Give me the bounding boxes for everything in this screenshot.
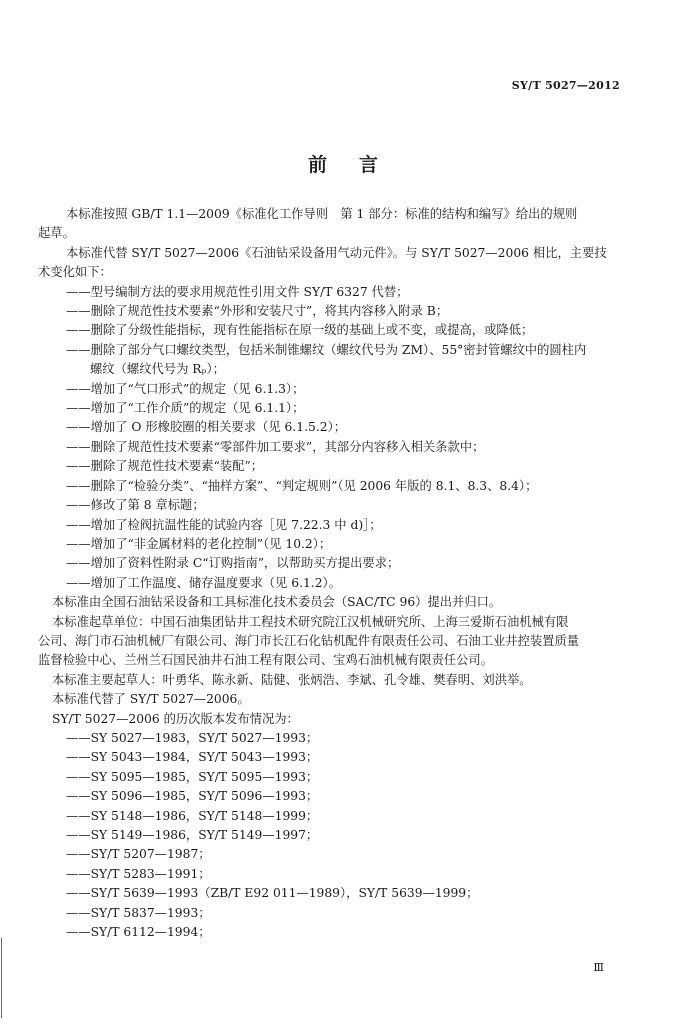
document-body [38, 205, 622, 942]
page-title: 前言 [307, 154, 410, 176]
paragraph-line: 术变化如下： [38, 265, 112, 280]
paragraph-line: 本标准代替 SY/T 5027—2006《石油钻采设备用气动元件》。与 SY/T 5027—2006 相比，主要技 [66, 245, 607, 260]
paragraph-line: 起草。 [38, 226, 75, 241]
history-item: ——SY 5027—1983，SY/T 5027—1993； [66, 730, 319, 745]
list-item-continued: 螺纹（螺纹代号为 Rₚ）； [90, 362, 225, 377]
list-item: ——增加了工作温度、储存温度要求（见 6.1.2）。 [66, 575, 341, 590]
paragraph-line: 监督检验中心、兰州兰石国民油井石油工程有限公司、宝鸡石油机械有限责任公司。 [38, 653, 493, 668]
paragraph-line: 本标准代替了 SY/T 5027—2006。 [52, 692, 250, 707]
history-item: ——SY/T 5837—1993； [66, 905, 211, 920]
history-item: ——SY/T 6112—1994； [66, 925, 211, 940]
paragraph-line: 本标准由全国石油钻采设备和工具标准化技术委员会（SAC/TC 96）提出并归口。 [52, 595, 502, 610]
history-item: ——SY/T 5639—1993（ZB/T E92 011—1989），SY/T 5639—1999； [66, 886, 479, 901]
history-item: ——SY/T 5283—1991； [66, 866, 211, 881]
history-item: ——SY 5043—1984，SY/T 5043—1993； [66, 750, 319, 765]
standard-code-header: SY/T 5027—2012 [511, 79, 620, 92]
paragraph-line: 本标准起草单位：中国石油集团钻井工程技术研究院江汉机械研究所、上海三爱斯石油机械有限 [52, 614, 569, 629]
page-number: Ⅲ [593, 961, 604, 974]
list-item: ——删除了规范性技术要素“零部件加工要求”，其部分内容移入相关条款中； [66, 439, 485, 454]
list-item: ——型号编制方法的要求用规范性引用文件 SY/T 6327 代替； [66, 284, 409, 299]
paragraph-line: SY/T 5027—2006 的历次版本发布情况为： [52, 711, 299, 726]
list-item: ——修改了第 8 章标题； [66, 498, 205, 513]
paragraph-line: 本标准主要起草人：叶勇华、陈永新、陆健、张炳浩、李斌、孔令雄、樊春明、刘洪举。 [52, 672, 532, 687]
list-item: ——增加了资料性附录 C“订购指南”，以帮助买方提出要求； [66, 556, 400, 571]
scan-edge-line [1, 938, 2, 1018]
history-item: ——SY 5149—1986，SY/T 5149—1997； [66, 828, 319, 842]
list-item: ——删除了规范性技术要素“外形和安装尺寸”，将其内容移入附录 B； [66, 304, 449, 319]
list-item: ——删除了部分气口螺纹类型，包括米制锥螺纹（螺纹代号为 ZM）、55°密封管螺纹中的圆柱内 [66, 342, 587, 357]
paragraph-line: 本标准按照 GB/T 1.1—2009《标准化工作导则 第 1 部分：标准的结构和编写》给出的规则 [66, 207, 578, 221]
history-item: ——SY/T 5207—1987； [66, 847, 211, 862]
list-item: ——删除了“检验分类”、“抽样方案”、“判定规则”（见 2006 年版的 8.1、8.3、8.4）； [66, 478, 538, 493]
list-item: ——增加了 O 形橡胶圈的相关要求（见 6.1.5.2）； [66, 420, 347, 435]
list-item: ——增加了“工作介质”的规定（见 6.1.1）； [66, 401, 305, 416]
list-item: ——删除了分级性能指标，现有性能指标在原一级的基础上或不变，或提高，或降低； [66, 323, 534, 338]
list-item: ——删除了规范性技术要素“装配”； [66, 459, 264, 474]
history-item: ——SY 5096—1985，SY/T 5096—1993； [66, 789, 319, 804]
list-item: ——增加了检阀抗温性能的试验内容［见 7.22.3 中 d)］； [66, 517, 382, 532]
history-item: ——SY 5148—1986，SY/T 5148—1999； [66, 808, 319, 823]
history-item: ——SY 5095—1985，SY/T 5095—1993； [66, 769, 319, 784]
list-item: ——增加了“非金属材料的老化控制”（见 10.2）； [66, 536, 332, 551]
paragraph-line: 公司、海门市石油机械厂有限公司、海门市长江石化钻机配件有限责任公司、石油工业井控装置质量 [38, 633, 580, 648]
list-item: ——增加了“气口形式”的规定（见 6.1.3）； [66, 381, 305, 396]
